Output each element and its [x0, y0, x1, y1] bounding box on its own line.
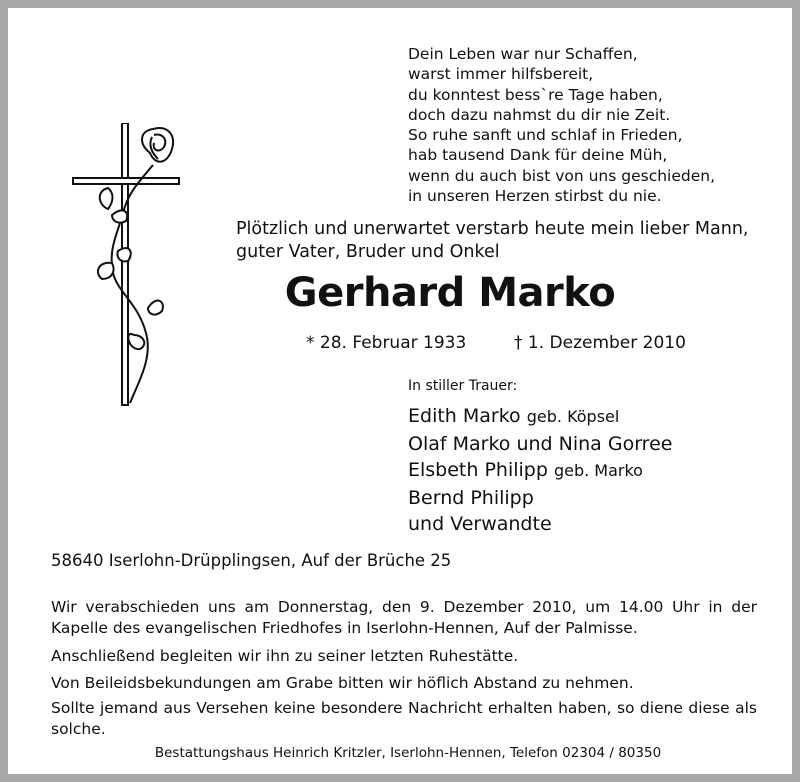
poem-line: in unseren Herzen stirbst du nie.	[408, 187, 662, 206]
mourner-name: und Verwandte	[408, 513, 552, 535]
poem-line: Dein Leben war nur Schaffen,	[408, 45, 638, 63]
memorial-poem	[408, 44, 715, 206]
mourner-entry	[408, 457, 672, 485]
birth-date: * 28. Februar 1933	[306, 333, 467, 353]
condolence-note: Von Beileidsbekundungen am Grabe bitten wir höflich Abstand zu nehmen.	[51, 674, 634, 692]
family-address: 58640 Iserlohn-Drüpplingsen, Auf der Brüche 25	[51, 551, 452, 570]
mourner-name: Bernd Philipp	[408, 486, 534, 509]
death-date: † 1. Dezember 2010	[514, 333, 686, 353]
mourner-name: Elsbeth Philipp	[408, 459, 548, 481]
mourner-entry	[408, 485, 672, 512]
deceased-name: Gerhard Marko	[284, 270, 616, 316]
mourner-entry	[408, 511, 672, 538]
poem-line: hab tausend Dank für deine Müh,	[408, 146, 668, 165]
notification-note: Sollte jemand aus Versehen keine besondere Nachricht erhalten haben, so diene diese als solche.	[51, 699, 757, 738]
cross-with-rose-icon	[68, 123, 188, 408]
poem-line: So ruhe sanft und schlaf in Frieden,	[408, 126, 683, 145]
poem-line: warst immer hilfsbereit,	[408, 65, 594, 84]
mourner-name: Edith Marko	[408, 405, 521, 427]
mourner-entry	[408, 431, 672, 458]
funeral-details: Wir verabschieden uns am Donnerstag, den 9. Dezember 2010, um 14.00 Uhr in der Kapelle des evangelischen Friedhofes in Iserlohn-Hennen, Auf der Palmisse.	[51, 598, 757, 637]
mourners-label: In stiller Trauer:	[408, 378, 518, 394]
announcement-intro	[236, 218, 749, 264]
intro-line-2: guter Vater, Bruder und Onkel	[236, 242, 500, 262]
mourner-note: geb. Marko	[553, 461, 643, 480]
mourner-entry	[408, 403, 672, 431]
intro-line-1: Plötzlich und unerwartet verstarb heute mein lieber Mann,	[236, 219, 749, 239]
mourner-name: Olaf Marko und Nina Gorree	[408, 432, 673, 455]
funeral-home-footer: Bestattungshaus Heinrich Kritzler, Iserlohn-Hennen, Telefon 02304 / 80350	[154, 745, 662, 761]
mourners-list	[408, 403, 672, 538]
poem-line: doch dazu nahmst du dir nie Zeit.	[408, 105, 671, 124]
burial-note: Anschließend begleiten wir ihn zu seiner letzten Ruhestätte.	[51, 647, 519, 665]
mourner-note: geb. Köpsel	[526, 407, 620, 426]
poem-line: wenn du auch bist von uns geschieden,	[408, 166, 716, 185]
poem-line: du konntest bess`re Tage haben,	[408, 85, 663, 104]
